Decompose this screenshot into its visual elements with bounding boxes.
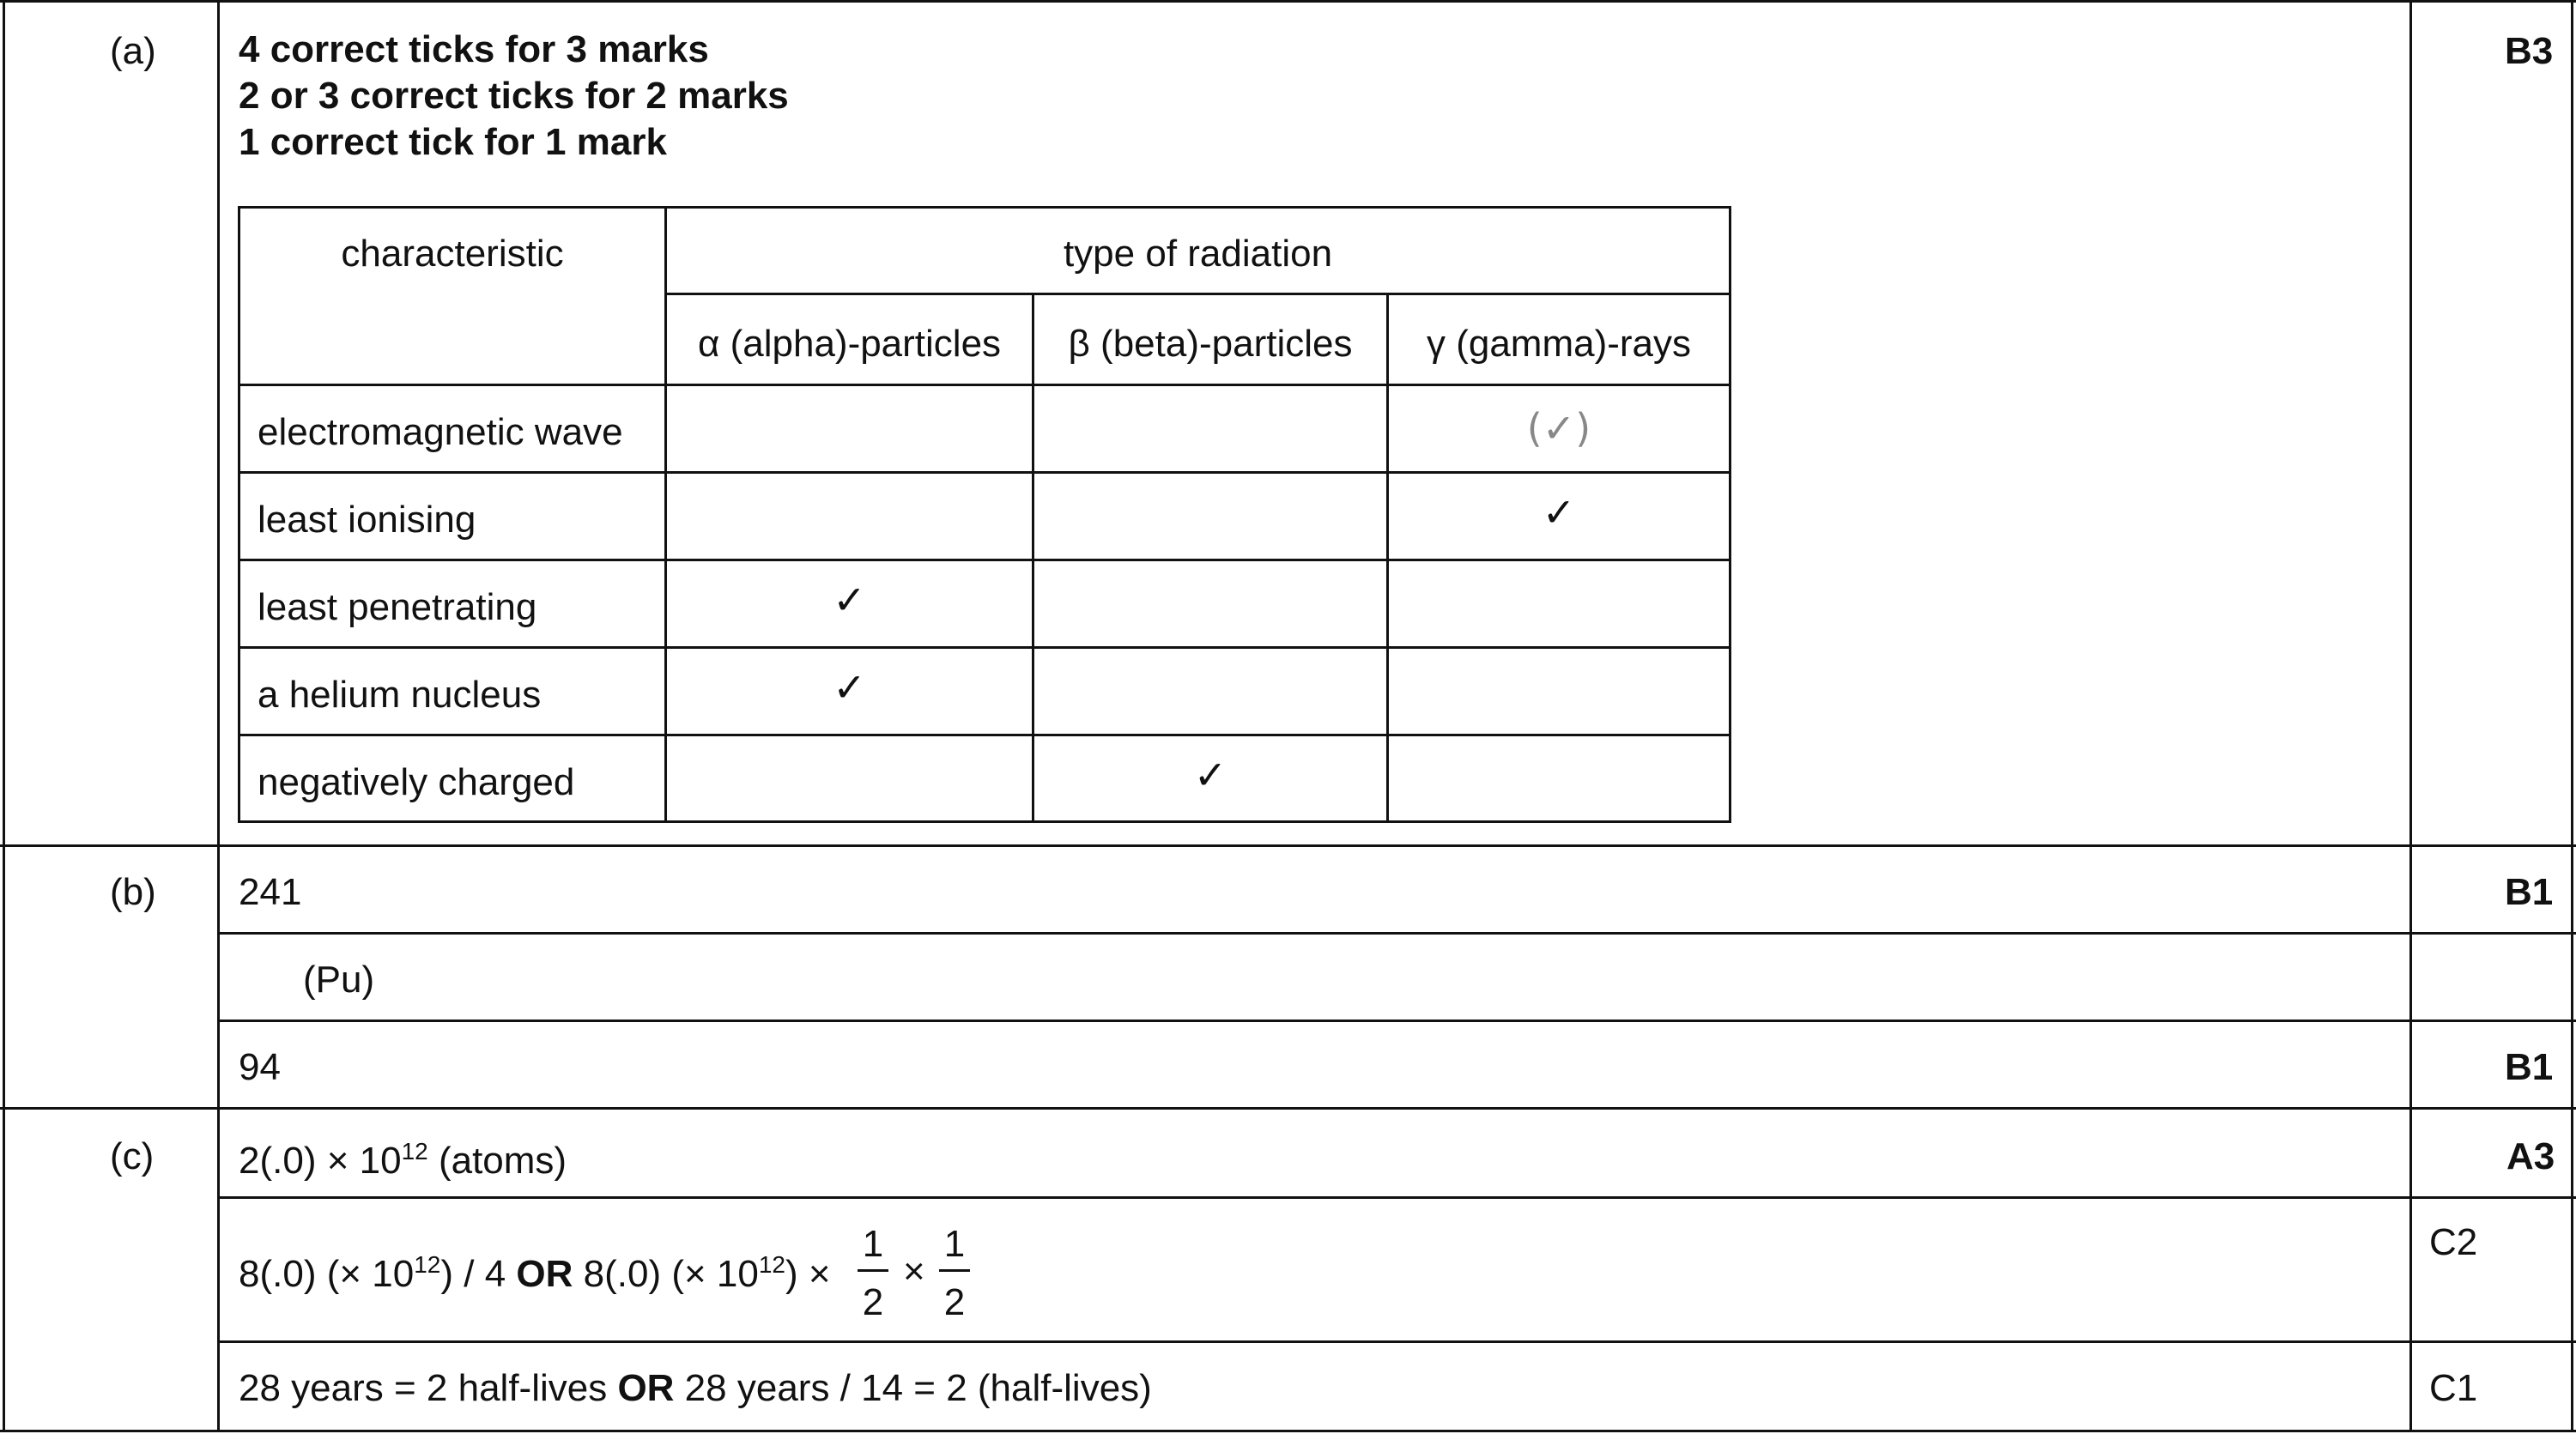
fraction-bar [939, 1269, 970, 1272]
rule-b2 [219, 1020, 2576, 1022]
rule-b1 [219, 932, 2576, 935]
part-c-mark-1: A3 [2506, 1135, 2555, 1177]
table-rule [238, 206, 240, 823]
header-characteristic: characteristic [341, 233, 564, 275]
rule-label-col [217, 0, 220, 1432]
table-rule [238, 559, 1731, 561]
table-rule [238, 646, 1731, 649]
header-alpha: α (alpha)-particles [697, 323, 1002, 365]
row-label: negatively charged [258, 761, 575, 803]
header-gamma: γ (gamma)-rays [1426, 323, 1692, 365]
rule-c1 [219, 1196, 2576, 1199]
atomic-number: 94 [239, 1046, 281, 1088]
tick-mark: ✓ [1542, 489, 1576, 535]
part-b-mark-1: B1 [2505, 871, 2554, 913]
working-line-2: 28 years = 2 half-lives OR 28 years / 14 = 2 (half-lives) [239, 1367, 1152, 1409]
table-rule [664, 293, 1731, 295]
rule-top [0, 0, 2576, 3]
tick-mark: ✓ [833, 577, 866, 623]
table-rule [664, 206, 667, 823]
rule-left [3, 0, 5, 1432]
mass-number: 241 [239, 871, 302, 913]
part-b-mark-2: B1 [2505, 1046, 2554, 1088]
rule-a-b [0, 844, 2576, 847]
part-a-label: (a) [110, 30, 156, 72]
row-label: electromagnetic wave [258, 411, 623, 453]
element-symbol: (Pu) [303, 959, 375, 1001]
table-rule [1729, 206, 1731, 823]
table-rule [238, 206, 1731, 209]
row-label: a helium nucleus [258, 674, 542, 716]
header-beta: β (beta)-particles [1068, 323, 1353, 365]
times-sign: × [903, 1250, 925, 1292]
table-rule [1386, 293, 1389, 823]
table-rule [238, 384, 1731, 386]
rule-right [2571, 0, 2573, 1432]
tick-mark: ✓ [1193, 752, 1227, 798]
tick-mark: ✓ [833, 664, 866, 711]
table-rule [238, 734, 1731, 736]
table-rule [238, 820, 1731, 823]
fraction-denominator: 2 [943, 1281, 966, 1323]
rule-c2 [219, 1340, 2576, 1343]
table-rule [1032, 293, 1034, 823]
tick-mark-optional: (✓) [1526, 405, 1591, 451]
rule-bottom [0, 1430, 2576, 1432]
criterion-1: 4 correct ticks for 3 marks [239, 28, 709, 70]
rule-mark-col [2409, 0, 2412, 1432]
header-type-of-radiation: type of radiation [1063, 233, 1333, 275]
fraction-bar [858, 1269, 888, 1272]
criterion-2: 2 or 3 correct ticks for 2 marks [239, 75, 789, 117]
row-label: least penetrating [258, 586, 537, 628]
part-c-mark-2: C2 [2429, 1221, 2478, 1263]
row-label: least ionising [258, 499, 476, 541]
part-b-label: (b) [110, 871, 156, 913]
table-rule [238, 471, 1731, 474]
part-a-mark: B3 [2505, 30, 2554, 72]
rule-b-c [0, 1107, 2576, 1110]
part-c-label: (c) [110, 1135, 155, 1177]
part-c-mark-3: C1 [2429, 1367, 2478, 1409]
fraction-numerator: 1 [862, 1223, 884, 1265]
criterion-3: 1 correct tick for 1 mark [239, 121, 667, 163]
working-line-1: 8(.0) (× $10^{12}) / 4$ OR 8(.0) (× $10^{12}$) × [239, 1251, 831, 1295]
fraction-denominator: 2 [862, 1281, 884, 1323]
final-answer: $2(.0) \times 10^{12}$ (atoms) [239, 1138, 567, 1182]
fraction-numerator: 1 [943, 1223, 966, 1265]
